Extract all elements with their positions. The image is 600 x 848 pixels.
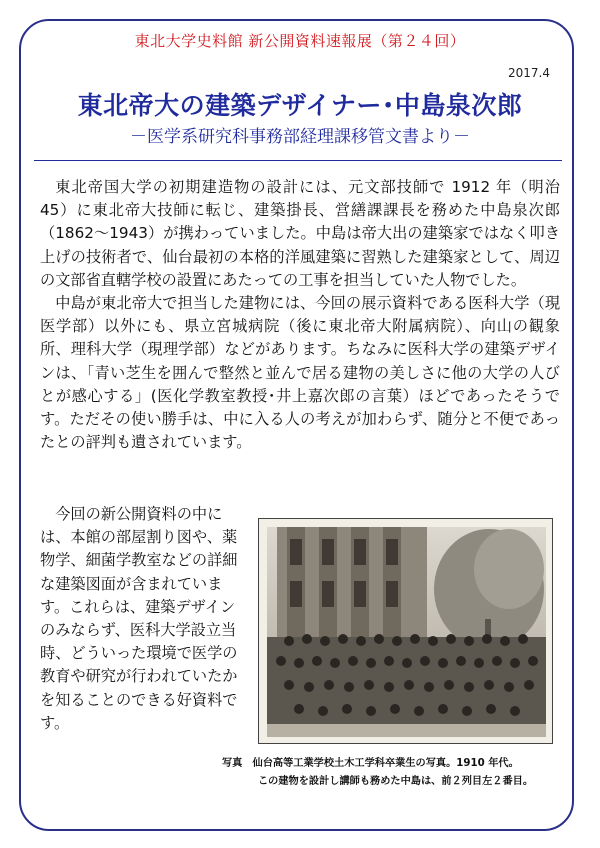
article-title: 東北帝大の建築デザイナー･中島泉次郎 (77, 91, 523, 120)
side-paragraph: 今回の新公開資料の中には、本館の部屋割り図や、薬物学、細菌学教室などの詳細な建築図面が含まれています。これらは、建築デザインのみならず、医科大学設立当時、どういった環境で医学の教育や研究が行われていたかを知ることのできる好資料です。 (40, 505, 238, 732)
exhibition-title: 東北大学史料館 新公開資料速報展（第２４回） (134, 32, 466, 50)
body-paragraph-2: 中島が東北帝大で担当した建物には、今回の展示資料である医科大学（現医学部）以外にも、県立宮城病院（後に東北帝大附属病院）、向山の観象所、理科大学（現理学部）などがあります。ちなみに医科大学の建築デザインは、「青い芝生を囲んで整然と並んで居る建物の美しさに他の大学の人びとが感心する」(医化学教室教授･井上嘉次郎の言葉）ほどであったそうです。ただその使い勝手は、中に入る人の考えが加わらず、随分と不便であったとの評判も遺されています。 (40, 294, 560, 452)
photo-caption (222, 755, 568, 791)
group-photo-illustration (259, 519, 553, 744)
issue-date: 2017.4 (508, 66, 550, 80)
caption-line-2: この建物を設計し講師も務めた中島は、前２列目左２番目。 (258, 776, 534, 787)
article-subtitle: －医学系研究科事務部経理課移管文書より－ (130, 127, 470, 147)
archival-photo (258, 518, 553, 744)
title-divider (34, 160, 562, 161)
article-body (40, 176, 560, 454)
side-column (40, 503, 240, 735)
caption-line-1: 写真 仙台高等工業学校土木工学科卒業生の写真。1910 年代。 (222, 758, 519, 769)
body-paragraph-1: 東北帝国大学の初期建造物の設計には、元文部技師で 1912 年（明治 45）に東北帝大技師に転じ、建築掛長、営繕課課長を務めた中島泉次郎（1862～1943）が携わっていました。中島は帝大出の建築家ではなく叩き上げの技術者で、仙台最初の本格的洋風建築に習熟した建築家として、周辺の文部省直轄学校の設置にあたっての工事を担当していた人物でした。 (40, 178, 560, 289)
